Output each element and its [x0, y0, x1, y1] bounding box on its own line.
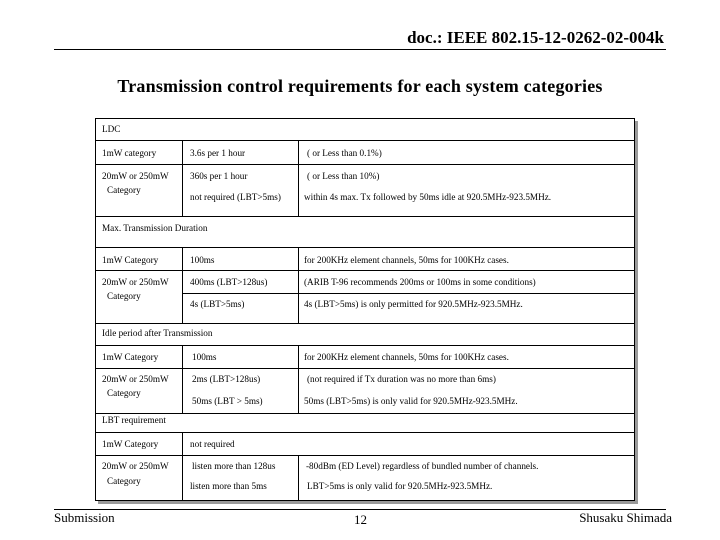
- section-title-max-tx: Max. Transmission Duration: [102, 223, 208, 233]
- idle-row2-value-b: 50ms (LBT > 5ms): [192, 396, 263, 406]
- ldc-row2-value-a: 360s per 1 hour: [190, 171, 248, 181]
- section-title-idle: Idle period after Transmission: [102, 328, 213, 338]
- idle-row2-note-b: 50ms (LBT>5ms) is only valid for 920.5MHz-923.5MHz.: [304, 396, 518, 406]
- row-divider: [182, 293, 634, 294]
- column-divider: [298, 455, 299, 500]
- max-tx-row1-value: 100ms: [190, 255, 215, 265]
- footer-divider: [54, 509, 666, 510]
- idle-row2-note-a: (not required if Tx duration was no more than 6ms): [307, 374, 496, 384]
- section-title-ldc: LDC: [102, 124, 121, 134]
- column-divider: [182, 432, 183, 500]
- lbt-row1-value: not required: [190, 439, 235, 449]
- ldc-row1-category: 1mW category: [102, 148, 157, 158]
- row-divider: [96, 164, 634, 165]
- max-tx-row2-value-b: 4s (LBT>5ms): [190, 299, 245, 309]
- max-tx-row2-category: 20mW or 250mW: [102, 277, 169, 287]
- ldc-row2-note-a: ( or Less than 10%): [307, 171, 380, 181]
- idle-row2-category: 20mW or 250mW: [102, 374, 169, 384]
- idle-row2-category-line2: Category: [107, 388, 141, 398]
- section-header-ldc: [96, 119, 634, 141]
- ldc-row2-category-line2: Category: [107, 185, 141, 195]
- column-divider: [298, 346, 299, 413]
- idle-row1-value: 100ms: [192, 352, 217, 362]
- page-number: 12: [354, 512, 367, 527]
- ldc-row2-note-b: within 4s max. Tx followed by 50ms idle at 920.5MHz-923.5MHz.: [304, 192, 552, 202]
- section-header-lbt: [96, 414, 634, 428]
- max-tx-row1-category: 1mW Category: [102, 255, 159, 265]
- max-tx-row1-note: for 200KHz element channels, 50ms for 100KHz cases.: [304, 255, 509, 265]
- row-divider: [96, 455, 634, 456]
- max-tx-row2-note-a: (ARIB T-96 recommends 200ms or 100ms in some conditions): [304, 277, 536, 287]
- lbt-row2-category: 20mW or 250mW: [102, 461, 169, 471]
- section-header-max-tx: [96, 217, 634, 248]
- footer-author: Shusaku Shimada: [579, 510, 672, 525]
- ldc-row1-note: ( or Less than 0.1%): [307, 148, 382, 158]
- column-divider: [182, 346, 183, 413]
- ldc-row2-value-b: not required (LBT>5ms): [190, 192, 281, 202]
- lbt-row2-category-line2: Category: [107, 476, 141, 486]
- column-divider: [182, 248, 183, 323]
- document-id: doc.: IEEE 802.15-12-0262-02-004k: [407, 28, 664, 47]
- max-tx-row2-category-line2: Category: [107, 291, 141, 301]
- column-divider: [298, 248, 299, 323]
- row-divider: [96, 368, 634, 369]
- ldc-row1-value: 3.6s per 1 hour: [190, 148, 246, 158]
- idle-row2-value-a: 2ms (LBT>128us): [192, 374, 261, 384]
- section-title-lbt: LBT requirement: [102, 415, 166, 425]
- row-divider: [96, 270, 634, 271]
- idle-row1-note: for 200KHz element channels, 50ms for 100KHz cases.: [304, 352, 509, 362]
- lbt-row2-value-b: listen more than 5ms: [190, 481, 267, 491]
- lbt-row2-note-a: -80dBm (ED Level) regardless of bundled number of channels.: [306, 461, 539, 471]
- lbt-row2-note-b: LBT>5ms is only valid for 920.5MHz-923.5MHz.: [307, 481, 493, 491]
- lbt-row2-value-a: listen more than 128us: [192, 461, 276, 471]
- row-divider: [96, 432, 634, 433]
- max-tx-row2-value-a: 400ms (LBT>128us): [190, 277, 268, 287]
- idle-row1-category: 1mW Category: [102, 352, 159, 362]
- lbt-row1-category: 1mW Category: [102, 439, 159, 449]
- ldc-row2-category: 20mW or 250mW: [102, 171, 169, 181]
- section-header-idle: [96, 324, 634, 346]
- header-divider: [54, 49, 666, 50]
- column-divider: [298, 141, 299, 216]
- footer-submission: Submission: [54, 510, 115, 525]
- requirements-table: [95, 118, 635, 501]
- slide-title: Transmission control requirements for each system categories: [117, 76, 603, 96]
- max-tx-row2-note-b: 4s (LBT>5ms) is only permitted for 920.5MHz-923.5MHz.: [304, 299, 523, 309]
- column-divider: [182, 141, 183, 216]
